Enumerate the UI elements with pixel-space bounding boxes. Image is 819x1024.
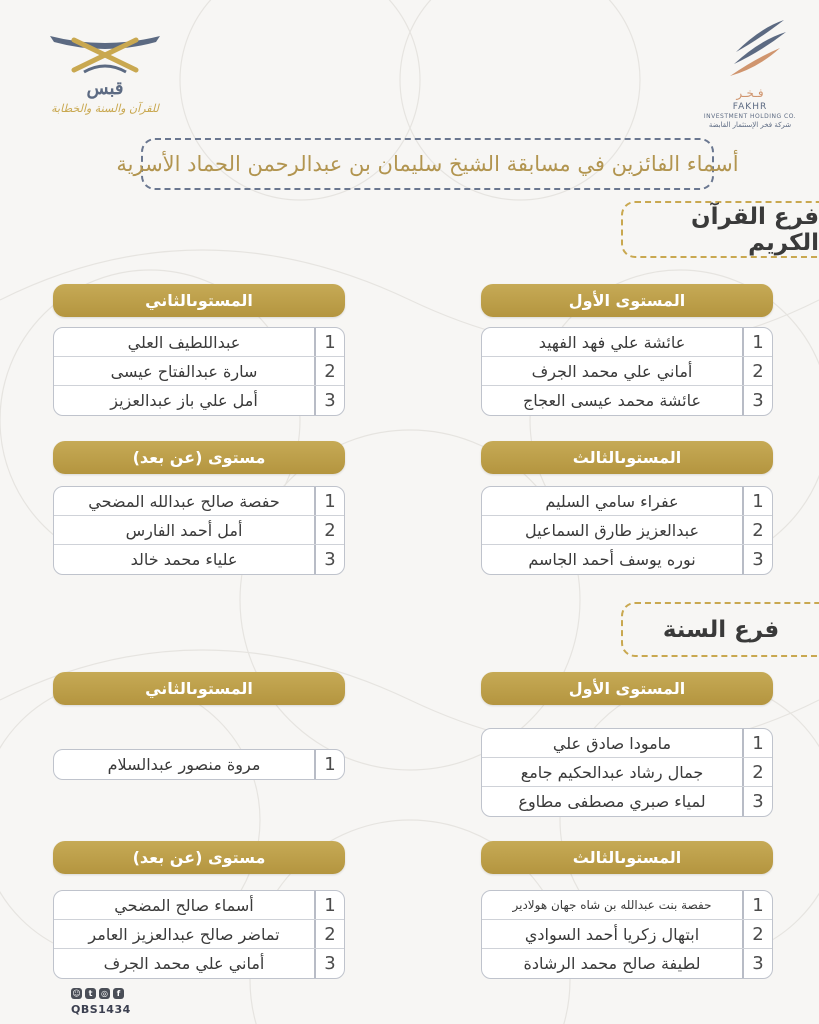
rank-number: 1 (742, 729, 772, 757)
names-list (53, 749, 345, 780)
level-header-first: المستوى الأول (481, 284, 773, 317)
branch-label-quran (621, 201, 819, 258)
winner-name: عفراء سامي السليم (545, 491, 679, 511)
winner-name: لمياء صبري مصطفى مطاوع (518, 792, 706, 811)
winner-name: أمل علي باز عبدالعزيز (110, 391, 258, 410)
level-header-third: المستوىالثالث (481, 841, 773, 874)
facebook-icon[interactable]: f (113, 988, 124, 999)
rank-number: 2 (742, 920, 772, 948)
branch-title: فرع السنة (662, 616, 780, 643)
winner-name: أماني علي محمد الجرف (531, 361, 693, 381)
level-header-third: المستوىالثالث (481, 441, 773, 474)
winner-name: علياء محمد خالد (130, 550, 238, 569)
winner-row (482, 357, 772, 386)
rank-number: 1 (742, 891, 772, 919)
winner-row (482, 729, 772, 758)
winner-row (54, 328, 344, 357)
winner-row (54, 357, 344, 386)
qabas-logo-word: قبس (86, 78, 124, 99)
rank-number: 3 (314, 949, 344, 978)
rank-number: 3 (314, 545, 344, 574)
winner-name: لطيفة صالح محمد الرشادة (523, 954, 701, 973)
rank-number: 2 (742, 516, 772, 544)
snapchat-icon[interactable]: ☺ (72, 989, 81, 998)
winner-name: حفصة صالح عبدالله المضحي (88, 491, 280, 511)
winner-row (482, 920, 772, 949)
fakhr-arabic-tagline: شركة فخر الإستثمار القابضة (708, 121, 792, 129)
level-header-remote: مستوى (عن بعد) (53, 841, 345, 874)
fakhr-wing-icon (700, 18, 800, 84)
rank-number: 2 (742, 758, 772, 786)
rank-number: 2 (742, 357, 772, 385)
fakhr-arabic-name: فـخـر (736, 86, 764, 100)
rank-number: 1 (742, 487, 772, 515)
winner-row (482, 516, 772, 545)
winner-name: نوره يوسف أحمد الجاسم (528, 550, 696, 569)
winner-name: أماني علي محمد الجرف (103, 954, 265, 973)
winner-name: عائشة علي فهد الفهيد (538, 332, 686, 352)
rank-number: 3 (742, 545, 772, 574)
instagram-icon[interactable]: ◎ (99, 988, 110, 999)
twitter-icon[interactable]: t (85, 988, 96, 999)
level-header-second: المستوىالثاني (53, 672, 345, 705)
rank-number: 1 (314, 328, 344, 356)
rank-number: 1 (314, 487, 344, 515)
names-list (481, 890, 773, 979)
winner-row (54, 386, 344, 415)
rank-number: 1 (314, 750, 344, 779)
fakhr-logo (700, 18, 800, 128)
winner-row (482, 545, 772, 574)
rank-number: 3 (742, 386, 772, 415)
winner-row (482, 787, 772, 816)
names-list (481, 327, 773, 416)
rank-number: 2 (314, 516, 344, 544)
branch-title: فرع القرآن الكريم (691, 203, 819, 256)
page-title: أسماء الفائزين في مسابقة الشيخ سليمان بن عبدالرحمن الحماد الأسرية (116, 152, 739, 176)
rank-number: 3 (742, 949, 772, 978)
winner-name: أمل أحمد الفارس (125, 520, 243, 540)
branch-label-sunna (621, 602, 819, 657)
winner-name: تماضر صالح عبدالعزيز العامر (88, 924, 280, 944)
social-icons (71, 988, 124, 999)
winner-row (54, 949, 344, 978)
winner-name: ابتهال زكريا أحمد السوادي (524, 924, 700, 944)
fakhr-english-name: FAKHR (732, 102, 768, 112)
winner-row (54, 545, 344, 574)
names-list (53, 486, 345, 575)
winner-name: جمال رشاد عبدالحكيم جامع (520, 762, 704, 782)
level-header-first: المستوى الأول (481, 672, 773, 705)
winner-name: أسماء صالح المضحي (114, 895, 254, 915)
winner-row (482, 758, 772, 787)
winner-name: سارة عبدالفتاح عيسى (110, 361, 258, 381)
level-header-remote: مستوى (عن بعد) (53, 441, 345, 474)
rank-number: 1 (314, 891, 344, 919)
winner-name: مامودا صادق علي (552, 733, 672, 753)
names-list (481, 728, 773, 817)
names-list (481, 486, 773, 575)
rank-number: 1 (742, 328, 772, 356)
social-handle: QBS1434 (71, 1003, 131, 1016)
rank-number: 2 (314, 920, 344, 948)
winner-name: حفصة بنت عبدالله بن شاه جهان هولادير (512, 898, 712, 912)
winner-name: عبداللطيف العلي (127, 332, 241, 352)
page-title-banner (116, 138, 739, 190)
level-header-second: المستوىالثاني (53, 284, 345, 317)
names-list (53, 890, 345, 979)
winner-row (54, 487, 344, 516)
winner-row (482, 487, 772, 516)
winner-row (482, 328, 772, 357)
winner-name: عائشة محمد عيسى العجاج (522, 391, 702, 410)
qabas-emblem-icon (44, 30, 166, 80)
winner-name: مروة منصور عبدالسلام (107, 755, 261, 774)
winner-row (54, 891, 344, 920)
names-list (53, 327, 345, 416)
rank-number: 3 (314, 386, 344, 415)
fakhr-tagline: INVESTMENT HOLDING CO. (703, 113, 797, 120)
rank-number: 3 (742, 787, 772, 816)
winner-name: عبدالعزيز طارق السماعيل (524, 520, 700, 540)
winner-row (54, 920, 344, 949)
winner-row (54, 750, 344, 779)
rank-number: 2 (314, 357, 344, 385)
winner-row (54, 516, 344, 545)
winner-row (482, 891, 772, 920)
qabas-logo-subtitle: للقرآن والسنة والخطابة (51, 102, 159, 115)
winner-row (482, 949, 772, 978)
winner-row (482, 386, 772, 415)
qabas-logo (44, 30, 166, 130)
